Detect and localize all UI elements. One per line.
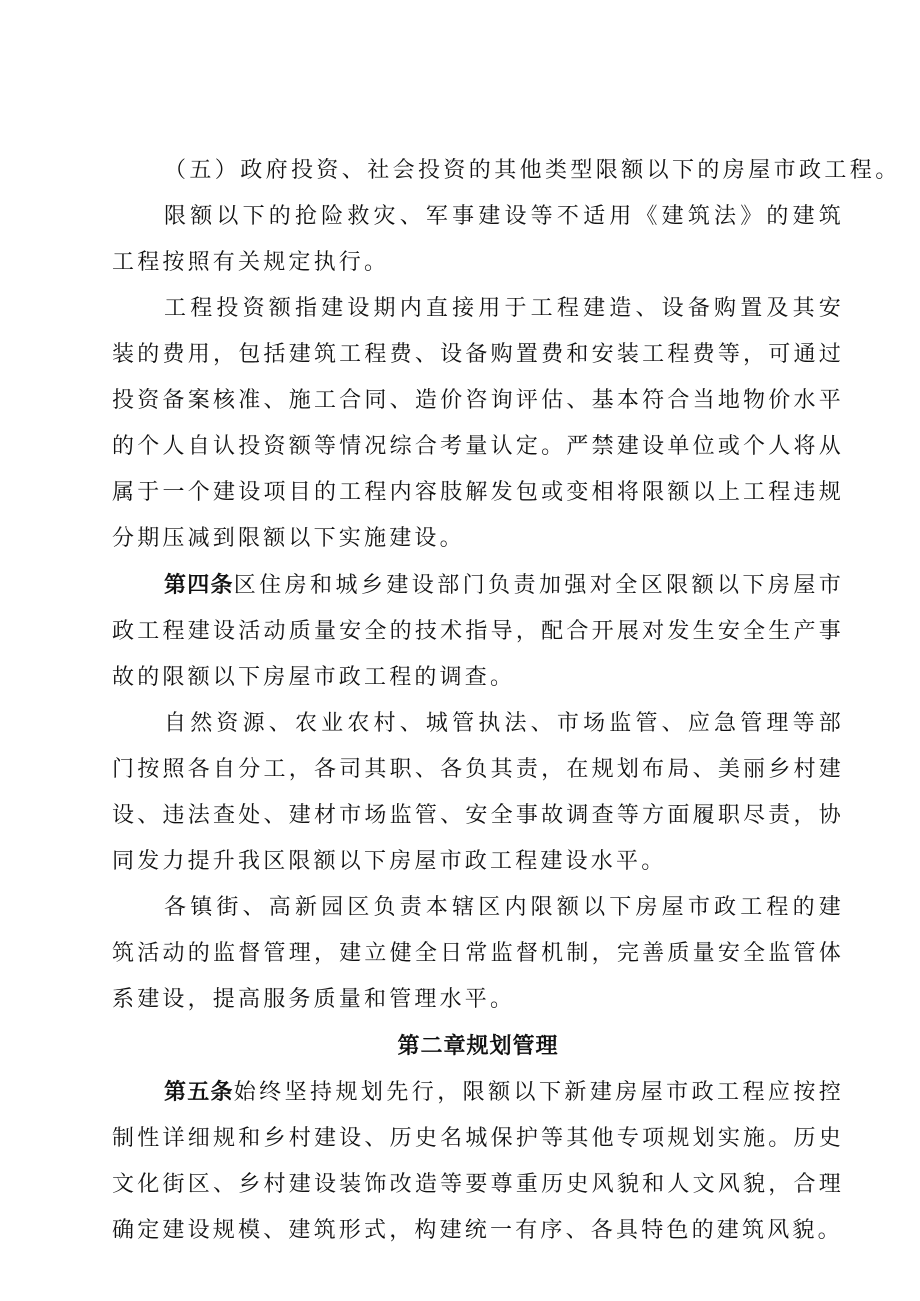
paragraph-text: 限额以下的抢险救灾、军事建设等不适用《建筑法》的建筑工程按照有关规定执行。 (112, 204, 844, 275)
paragraph-text: 自然资源、农业农村、城管执法、市场监管、应急管理等部门按照各自分工，各司其职、各负其责，在规划布局、美丽乡村建设、违法查处、建材市场监管、安全事故调查等方面履职尽责，协同发力提升我区限额以下房屋市政工程建设水平。 (112, 711, 844, 874)
paragraph-item-5 (112, 148, 901, 194)
article-number: 第五条 (164, 1079, 234, 1105)
paragraph-article-5 (112, 1069, 844, 1254)
paragraph-article-4 (112, 562, 844, 701)
paragraph-text: 区住房和城乡建设部门负责加强对全区限额以下房屋市政工程建设活动质量安全的技术指导，配合开展对发生安全生产事故的限额以下房屋市政工程的调查。 (112, 573, 844, 690)
paragraph-exception (112, 194, 844, 286)
paragraph-text: 工程投资额指建设期内直接用于工程建造、设备购置及其安装的费用，包括建筑工程费、设备购置费和安装工程费等，可通过投资备案核准、施工合同、造价咨询评估、基本符合当地物价水平的个人自认投资额等情况综合考量认定。严禁建设单位或个人将从属于一个建设项目的工程内容肢解发包或变相将限额以上工程违规分期压减到限额以下实施建设。 (112, 296, 844, 551)
paragraph-towns (112, 885, 844, 1023)
paragraph-investment-definition (112, 286, 844, 562)
paragraph-departments (112, 701, 844, 885)
paragraph-text: （五）政府投资、社会投资的其他类型限额以下的房屋市政工程。 (164, 158, 901, 183)
article-number: 第四条 (164, 572, 234, 598)
paragraph-text: 始终坚持规划先行，限额以下新建房屋市政工程应按控制性详细规和乡村建设、历史名城保护等其他专项规划实施。历史文化街区、乡村建设装饰改造等要尊重历史风貌和人文风貌，合理确定建设规模、建筑形式，构建统一有序、各具特色的建筑风貌。 (112, 1080, 844, 1243)
chapter-heading: 第二章规划管理 (397, 1033, 559, 1059)
paragraph-text: 各镇街、高新园区负责本辖区内限额以下房屋市政工程的建筑活动的监督管理，建立健全日常监督机制，完善质量安全监管体系建设，提高服务质量和管理水平。 (112, 895, 844, 1012)
document-page (112, 148, 901, 1254)
